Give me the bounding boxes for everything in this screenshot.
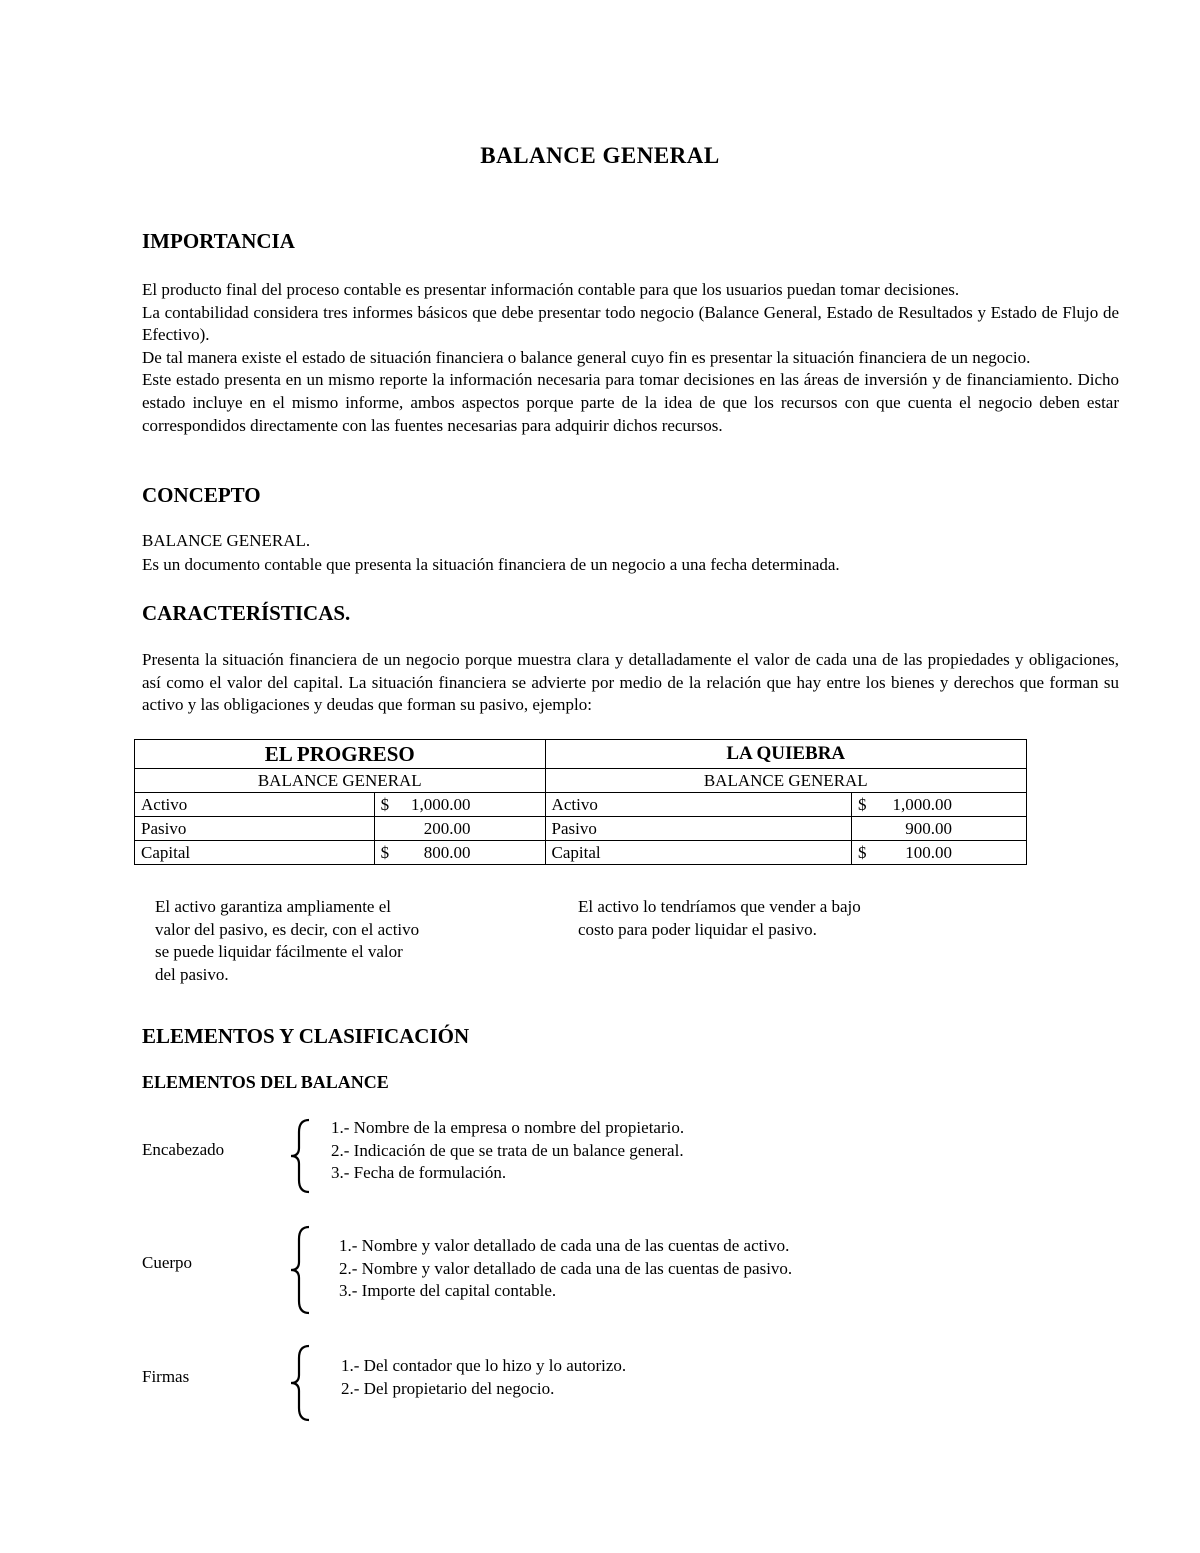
subtitle-right: BALANCE GENERAL [545,769,1026,793]
importancia-paragraph: De tal manera existe el estado de situación financiera o balance general cuyo fin es presentar la situación financiera de un negocio. [142,347,1031,367]
list-item: 2.- Del propietario del negocio. [341,1378,555,1398]
concepto-term: BALANCE GENERAL. [142,531,311,550]
group-label-encabezado: Encabezado [142,1140,225,1159]
account-label: Activo [545,793,851,817]
table-row [135,841,1027,865]
table-row [135,740,1027,769]
account-amount: 900.00 [852,817,1027,841]
list-item: 1.- Nombre y valor detallado de cada una de las cuentas de activo. [339,1236,790,1255]
table-row [135,793,1027,817]
subtitle-left: BALANCE GENERAL [135,769,546,793]
list-item: 1.- Nombre de la empresa o nombre del propietario. [331,1118,685,1137]
account-amount: $ 1,000.00 [374,793,545,817]
elementos-heading: ELEMENTOS Y CLASIFICACIÓN [142,1024,470,1048]
list-item: 2.- Indicación de que se trata de un balance general. [331,1140,684,1160]
note-line: El activo lo tendríamos que vender a bajo [578,897,861,916]
note-right [578,896,861,941]
group-label-cuerpo: Cuerpo [142,1253,193,1272]
table-row [135,817,1027,841]
note-line: costo para poder liquidar el pasivo. [578,919,817,939]
group-items-cuerpo [339,1235,792,1303]
list-item: 2.- Nombre y valor detallado de cada una de las cuentas de pasivo. [339,1258,793,1278]
group-items-firmas [341,1355,626,1400]
company-name-left: EL PROGRESO [135,740,546,769]
account-amount: 200.00 [374,817,545,841]
group-label-firmas: Firmas [142,1367,190,1386]
importancia-paragraph: Este estado presenta en un mismo reporte la información necesaria para tomar decisiones en las áreas de inversión y de financiamiento. Dicho estado incluye en el mismo informe, ambos aspectos porque parte de la idea de que los recursos con que cuenta el negocio deben estar correspondidos directamente con las fuentes necesarias para adquirir dichos recursos. [142,370,1119,435]
note-line: se puede liquidar fácilmente el valor [155,942,403,962]
note-line: valor del pasivo, es decir, con el activo [155,919,420,939]
balance-comparison-table [134,739,1027,865]
note-left [155,896,419,986]
account-label: Pasivo [545,817,851,841]
table-row [135,769,1027,793]
list-item: 3.- Importe del capital contable. [339,1281,557,1301]
concepto-definition: Es un documento contable que presenta la situación financiera de un negocio a una fecha determinada. [142,555,840,574]
curly-brace-icon [289,1118,313,1194]
importancia-body [142,279,1119,437]
account-amount: $ 1,000.00 [852,793,1027,817]
curly-brace-icon [289,1225,313,1315]
company-name-right: LA QUIEBRA [545,740,1026,769]
account-label: Activo [135,793,375,817]
curly-brace-icon [289,1344,313,1422]
list-item: 3.- Fecha de formulación. [331,1163,507,1183]
elementos-subheading: ELEMENTOS DEL BALANCE [142,1072,389,1092]
concepto-heading: CONCEPTO [142,483,261,507]
note-line: del pasivo. [155,964,229,984]
importancia-paragraph: El producto final del proceso contable es presentar información contable para que los usuarios puedan tomar decisiones. [142,280,960,299]
importancia-paragraph: La contabilidad considera tres informes básicos que debe presentar todo negocio (Balance General, Estado de Resultados y Estado de Flujo de Efectivo). [142,302,1119,345]
list-item: 1.- Del contador que lo hizo y lo autorizo. [341,1356,627,1375]
account-amount: $ 800.00 [374,841,545,865]
account-label: Pasivo [135,817,375,841]
account-label: Capital [135,841,375,865]
page-title: BALANCE GENERAL [480,143,720,168]
account-label: Capital [545,841,851,865]
importancia-heading: IMPORTANCIA [142,229,295,253]
note-line: El activo garantiza ampliamente el [155,897,391,916]
caracteristicas-paragraph: Presenta la situación financiera de un negocio porque muestra clara y detalladamente el valor de cada una de las propiedades y obligaciones, así como el valor del capital. La situación financiera se advierte por medio de la relación que hay entre los bienes y derechos que forman su activo y las obligaciones y deudas que forman su pasivo, ejemplo: [142,650,1119,715]
caracteristicas-heading: CARACTERÍSTICAS. [142,601,351,625]
account-amount: $ 100.00 [852,841,1027,865]
group-items-encabezado [331,1117,684,1185]
